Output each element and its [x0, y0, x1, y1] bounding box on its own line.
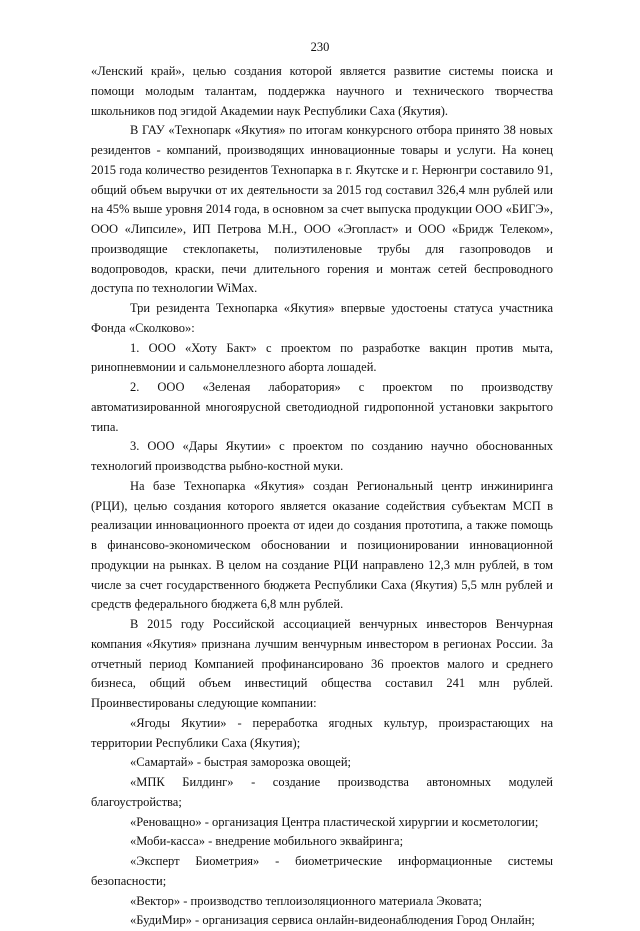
paragraph-venture-company: В 2015 году Российской ассоциацией венчурных инвесторов Венчурная компания «Якутия» признана лучшим венчурным инвестором в регионах России. За отчетный период Компанией профинансировано 36 проектов малого и среднего бизнеса, общий объем инвестиций общества составил 241 млн рублей. Проинвестированы следующие компании:	[91, 617, 553, 710]
list-item-renovashno: «Реноващно» - организация Центра пластической хирургии и косметологии;	[130, 814, 539, 829]
paragraph-engineering-center: На базе Технопарка «Якутия» создан Региональный центр инжиниринга (РЦИ), целью создания которого является оказание содействия субъектам МСП в реализации инновационного проекта от идеи до создания прототипа, а также помощь в финансово-экономическом обосновании и позиционировании инновационной продукции на рынках. В целом на создание РЦИ направлено 12,3 млн рублей, в том числе за счет государственного бюджета Республики Саха (Якутия) 5,5 млн рублей и средств федерального бюджета 6,8 млн рублей.	[91, 478, 553, 612]
paragraph-technopark-residents: В ГАУ «Технопарк «Якутия» по итогам конкурсного отбора принято 38 новых резидентов - компаний, производящих инновационные товары и услуги. На конец 2015 года количество резидентов Технопарка в г. Якутске и г. Нерюнгри составило 91, общий объем выручки от их деятельности за 2015 год составил 326,4 млн рублей или на 45% выше уровня 2014 года, в основном за счет выпуска продукции ООО «БИГЭ», ООО «Липсиле», ИП Петрова М.Н., ООО «Эгопласт» и ООО «Бридж Телеком», производящие стеклопакеты, полиэтиленовые трубы для газопроводов и водопроводов, краски, печи длительного горения и монтаж сетей беспроводного доступа по технологии WiMax.	[91, 123, 553, 296]
page-number: 230	[310, 40, 330, 54]
document-body	[91, 62, 553, 931]
list-item-mpk-building: «МПК Билдинг» - создание производства автономных модулей благоустройства;	[91, 775, 553, 809]
list-item-samartai: «Самартай» - быстрая заморозка овощей;	[130, 755, 351, 770]
list-item-khotu-bakt: 1. ООО «Хоту Бакт» с проектом по разработке вакцин против мыта, ринопневмонии и сальмонеллезного аборта лошадей.	[91, 340, 553, 375]
list-item-dary-yakutii: 3. ООО «Дары Якутии» с проектом по созданию научно обоснованных технологий производства рыбно-костной муки.	[91, 439, 553, 473]
list-item-vektor: «Вектор» - производство теплоизоляционного материала Эковата;	[130, 893, 482, 908]
paragraph-skolkovo-intro: Три резидента Технопарка «Якутия» впервые удостоены статуса участника Фонда «Сколково»:	[91, 301, 553, 335]
list-item-budimir: «БудиМир» - организация сервиса онлайн-видеонаблюдения Город Онлайн;	[130, 913, 535, 928]
list-item-mobi-kassa: «Моби-касса» - внедрение мобильного эквайринга;	[130, 834, 404, 849]
list-item-zelenaya-laboratoriya: 2. ООО «Зеленая лаборатория» с проектом по производству автоматизированной многоярусной светодиодной гидропонной установки закрытого типа.	[91, 380, 553, 434]
paragraph-lensky-krai: «Ленский край», целью создания которой является развитие системы поиска и помощи молодым талантам, поддержка научного и технического творчества школьников под эгидой Академии наук Республики Саха (Якутия).	[91, 64, 553, 118]
list-item-expert-biometriya: «Эксперт Биометрия» - биометрические информационные системы безопасности;	[91, 854, 553, 888]
list-item-yagody-yakutii: «Ягоды Якутии» - переработка ягодных культур, произрастающих на территории Республики Саха (Якутия);	[91, 715, 553, 750]
